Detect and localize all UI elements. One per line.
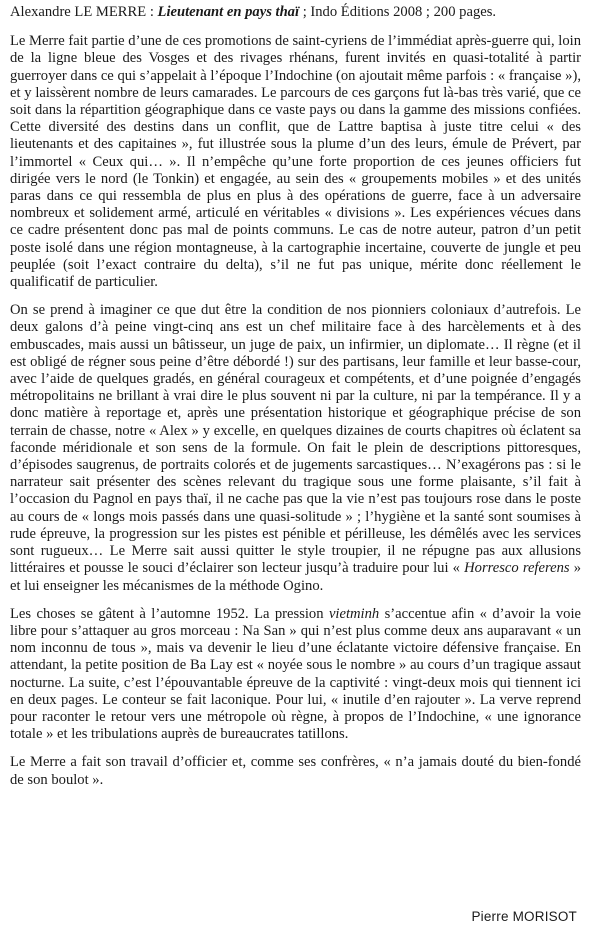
book-reference xyxy=(10,4,581,21)
header-separator: : xyxy=(146,4,158,20)
review-paragraph-1 xyxy=(10,33,581,291)
paragraph-text: Le Merre a fait son travail d’officier et, comme ses confrères, « n’a jamais douté du bien-fondé de son boulot ». xyxy=(10,754,581,788)
book-author: Alexandre LE MERRE xyxy=(10,4,147,20)
book-title: Lieutenant en pays thaï xyxy=(157,4,300,20)
paragraph-text: Le Merre fait partie d’une de ces promotions de saint-cyriens de l’immédiat après-guerre qui, loin de la ligne bleue des Vosges et des rivages rhénans, furent invités en quasi-totalité à partir guerroyer dans ce qui s’appelait à l’époque l’Indochine (on ajoutait même parfois : « française »), et y laissèrent nombre de leurs camarades. Le parcours de ces garçons fut là-bas très varié, que ce soit dans la répartition géographique dans ce vaste pays ou dans la gamme des missions confiées. Cette diversité des destins dans un conflit, que de Lattre baptisa à juste titre celui « des lieutenants et des capitaines », fut illustrée sous la plume d’un des leurs, émule de Prévert, par l’immortel « Ceux qui… ». Il n’empêche qu’une forte proportion de ces jeunes officiers fut dirigée vers le nord (le Tonkin) et engagée, au sein des « groupements mobiles » et des unités paras dans ce qui ressembla de plus en plus à des opérations de guerre, face à un adversaire nombreux et solidement armé, articulé en véritables « divisions ». Les expériences vécues dans ce cadre présentent donc pas mal de points communs. Le cas de notre auteur, patron d’un petit poste isolé dans une région montagneuse, à la cartographie incertaine, couverte de jungle et peu peuplée (soit l’exact contraire du delta), s’il ne fut pas unique, mérite donc réellement le qualificatif de particulier. xyxy=(10,33,581,291)
paragraph-text: On se prend à imaginer ce que dut être la condition de nos pionniers coloniaux d’autrefois. Le deux galons d’à peine vingt-cinq ans est un chef militaire face à des harcèlements et à des embuscades, mais aussi un bâtisseur, un juge de paix, un infirmier, un diplomate… Il règne (et il est obligé de régner sous peine d’être débordé !) sur des partisans, leur famille et leur basse-cour, avec l’aide de quelques gradés, en général courageux et compétents, et d’une poignée d’engagés métropolitains ne brillant à vrai dire le plus souvent ni par la culture, ni par la tempérance. Il y a donc matière à reportage et, après une présentation historique et géographique précise de son terrain de chasse, notre « Alex » y excelle, en quelques dizaines de courts chapitres où éclatent sa faconde méridionale et son sens de la formule. On fait le plein de descriptions pittoresques, d’épisodes saugrenus, de portraits colorés et de jugements sarcastiques… N’exagérons pas : si le narrateur sait présenter des scènes relevant du tragique sous une forme plaisante, s’il fait à l’occasion du Pagnol en pays thaï, il ne cache pas que la vie n’est pas toujours rose dans le poste au cours de « longs mois passés dans une quasi-solitude » ; l’hygiène et la santé sont soumises à rude épreuve, la progression sur les pistes est pénible et périlleuse, les démêlés avec les services sont rugueux… Le Merre sait aussi quitter le style troupier, il ne répugne pas aux allusions littéraires et pousse le souci d’éclairer son lecteur jusqu’à traduire pour lui « xyxy=(10,302,581,577)
paragraph-text: Les choses se gâtent à l’automne 1952. La pression xyxy=(10,605,329,622)
paragraph-text-after: s’accentue afin « d’avoir la voie libre pour s’attaquer au gros morceau : Na San » qui n’est plus comme deux ans auparavant « un nom inconnu de tous », mais va devenir le lieu d’une éclatante victoire défensive française. En attendant, la petite position de Ba Lay est « noyée sous le nombre » au cours d’un tragique assaut nocturne. La suite, c’est l’épouvantable épreuve de la captivité : vingt-deux mois qui tiennent ici en deux pages. Le conteur se fait laconique. Pour lui, « inutile d’en rajouter ». La verve reprend pour raconter le retour vers une métropole où règne, à propos de l’Indochine, « une ignorance totale » et les tribulations auprès de bureaucrates tatillons. xyxy=(10,605,581,743)
paragraph-italic-word: vietminh xyxy=(328,605,380,622)
review-signature: Pierre MORISOT xyxy=(471,909,577,924)
review-paragraph-3 xyxy=(10,606,581,744)
review-paragraph-2 xyxy=(10,302,581,594)
review-paragraph-4 xyxy=(10,754,581,788)
paragraph-text-after: » et lui enseigner les mécanismes de la méthode Ogino. xyxy=(10,560,581,594)
paragraph-italic-phrase: Horresco referens xyxy=(459,560,570,577)
publisher-info: ; Indo Éditions 2008 ; 200 pages. xyxy=(299,4,497,20)
